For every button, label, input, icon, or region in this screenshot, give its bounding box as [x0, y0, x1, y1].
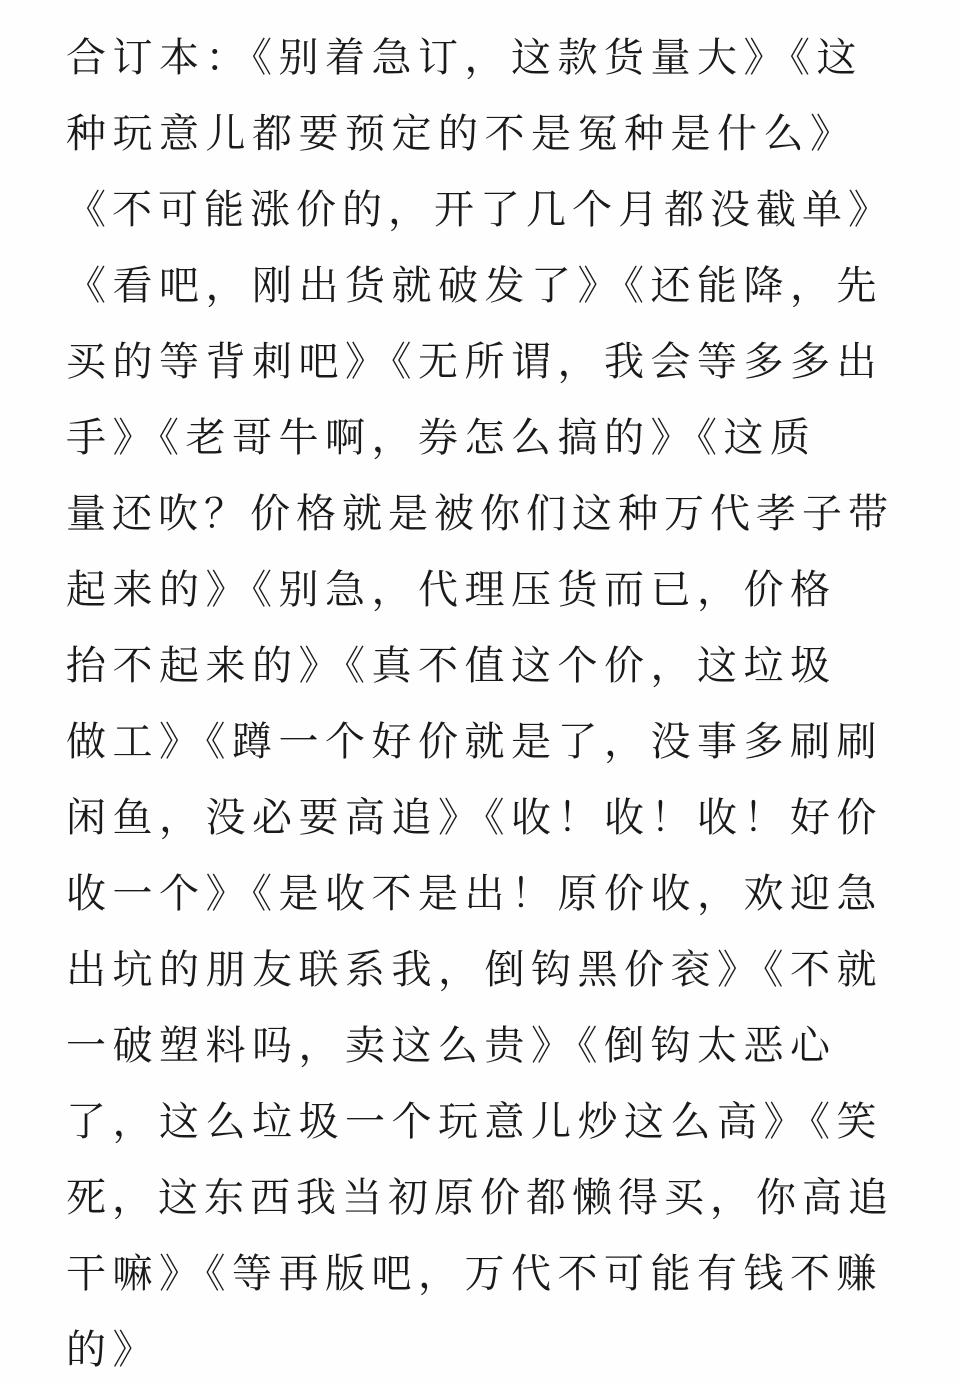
- text-line-13: 出坑的朋友联系我，倒钩黑价衮》《不就: [66, 947, 883, 993]
- text-line-18: 的》: [66, 1327, 159, 1373]
- text-line-2: 种玩意儿都要预定的不是冤种是什么》: [66, 111, 857, 157]
- text-line-14: 一破塑料吗，卖这么贵》《倒钩太恶心: [66, 1023, 837, 1069]
- text-line-16: 死，这东西我当初原价都懒得买，你高追: [66, 1175, 894, 1221]
- text-line-5: 买的等背刺吧》《无所谓，我会等多多出: [66, 339, 883, 385]
- text-line-8: 起来的》《别急，代理压货而已，价格: [66, 567, 837, 613]
- text-line-15: 了，这么垃圾一个玩意儿炒这么高》《笑: [66, 1099, 883, 1145]
- text-line-3: 《不可能涨价的，开了几个月都没截单》: [66, 187, 894, 233]
- text-line-1: 合订本：《别着急订，这款货量大》《这: [66, 35, 863, 81]
- text-line-12: 收一个》《是收不是出！原价收，欢迎急: [66, 871, 883, 917]
- handwritten-text-block: [66, 20, 896, 1388]
- text-line-17: 干嘛》《等再版吧，万代不可能有钱不赚: [66, 1251, 883, 1297]
- text-line-7: 量还吹？价格就是被你们这种万代孝子带: [66, 491, 894, 537]
- text-line-4: 《看吧，刚出货就破发了》《还能降，先: [66, 263, 883, 309]
- text-line-6: 手》《老哥牛啊，券怎么搞的》《这质: [66, 415, 817, 461]
- text-line-11: 闲鱼，没必要高追》《收！收！收！好价: [66, 795, 883, 841]
- text-line-9: 抬不起来的》《真不值这个价，这垃圾: [66, 643, 837, 689]
- text-line-10: 做工》《蹲一个好价就是了，没事多刷刷: [66, 719, 883, 765]
